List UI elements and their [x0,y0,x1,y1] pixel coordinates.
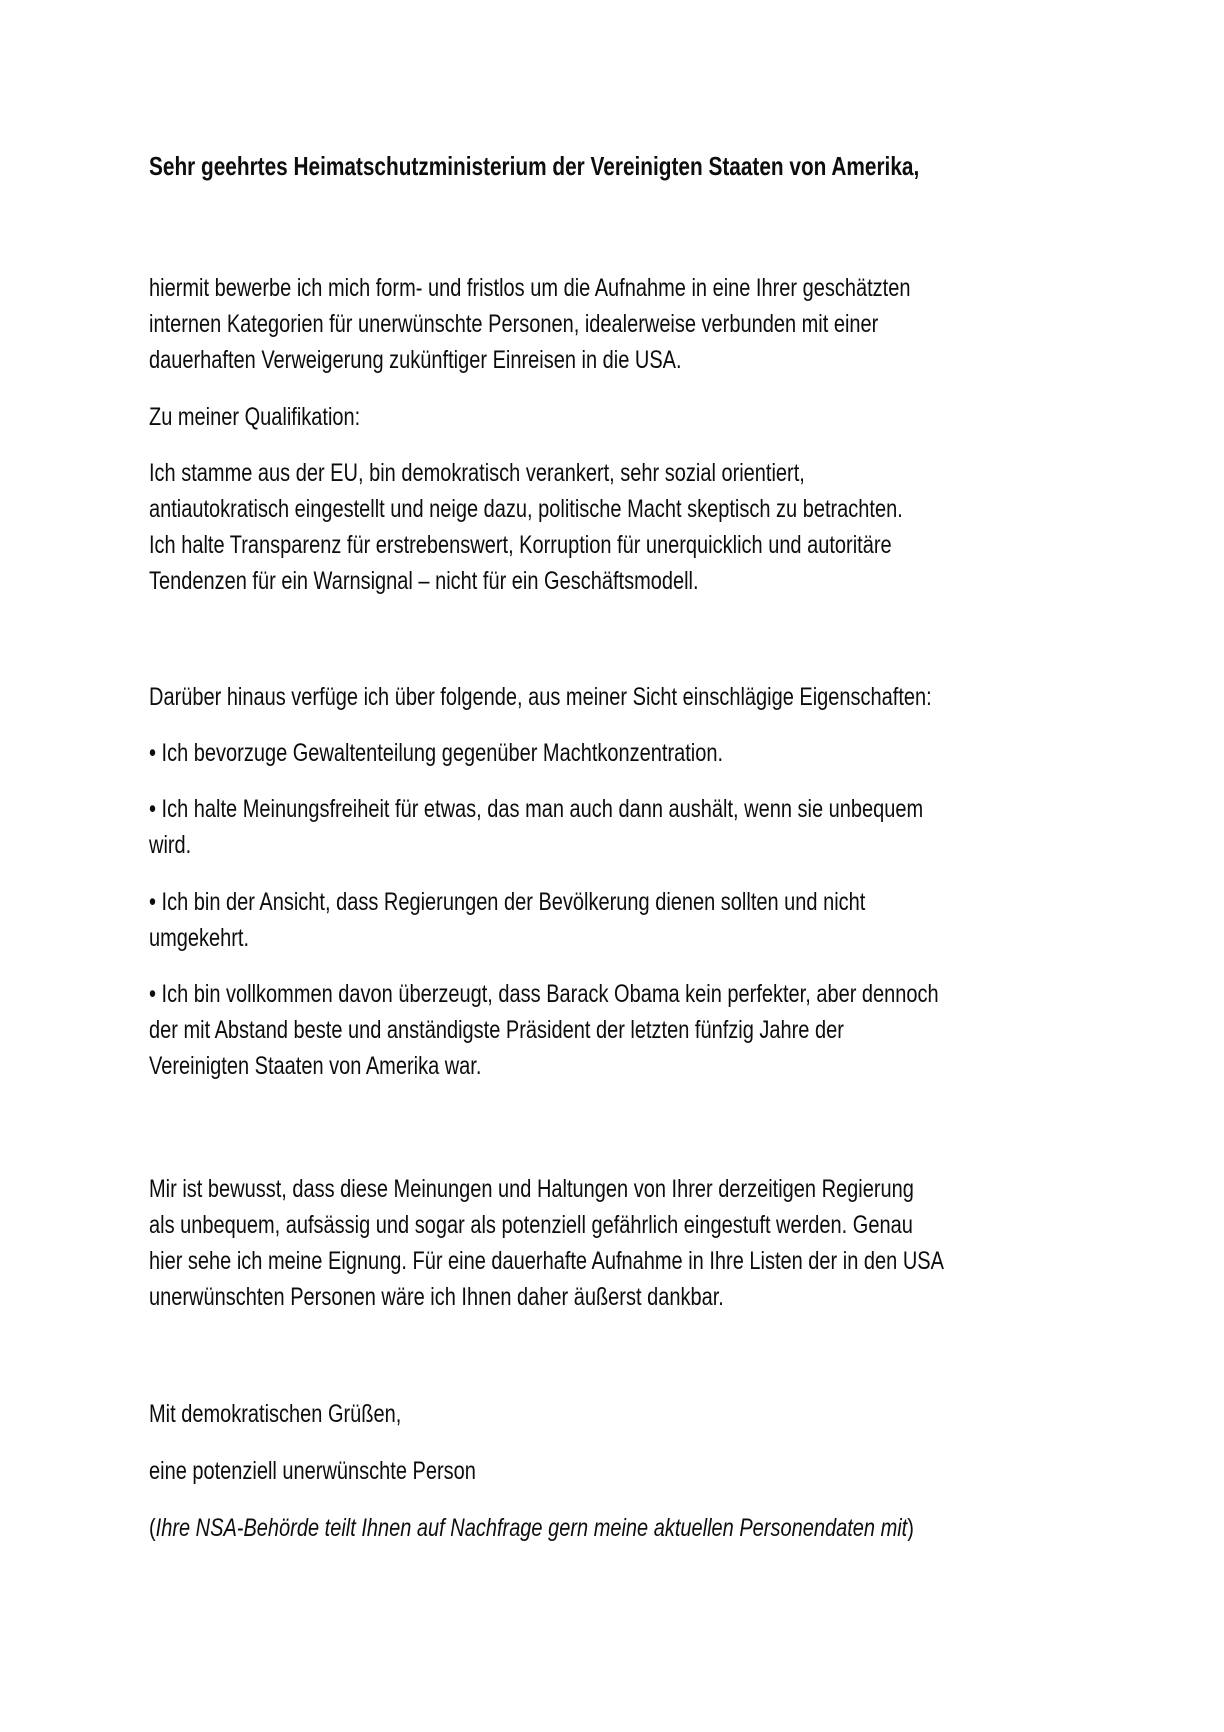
closing-line: hier sehe ich meine Eignung. Für eine dauerhafte Aufnahme in Ihre Listen der in den USA [149,1247,944,1275]
closing-line: Mir ist bewusst, dass diese Meinungen und Haltungen von Ihrer derzeitigen Regierung [149,1175,914,1203]
postscript-close-paren: ) [907,1514,914,1542]
salutation: Sehr geehrtes Heimatschutzministerium der Vereinigten Staaten von Amerika, [149,151,920,181]
bullet-item: • Ich bin vollkommen davon überzeugt, dass Barack Obama kein perfekter, aber dennoch [149,980,939,1008]
postscript-text: Ihre NSA-Behörde teilt Ihnen auf Nachfrage gern meine aktuellen Personendaten mit [155,1514,908,1542]
intro-line: hiermit bewerbe ich mich form- und fristlos um die Aufnahme in eine Ihrer geschätzten [149,274,911,302]
bullet-item-continuation: wird. [149,831,192,859]
bullet-item: • Ich bevorzuge Gewaltenteilung gegenüber Machtkonzentration. [149,739,724,767]
bullet-item-continuation: Vereinigten Staaten von Amerika war. [149,1052,482,1080]
qualification-line: Ich stamme aus der EU, bin demokratisch verankert, sehr sozial orientiert, [149,459,805,487]
greeting: Mit demokratischen Grüßen, [149,1400,402,1428]
qualification-line: antiautokratisch eingestellt und neige dazu, politische Macht skeptisch zu betrachten. [149,495,903,523]
bullet-item-continuation: der mit Abstand beste und anständigste Präsident der letzten fünfzig Jahre der [149,1016,844,1044]
closing-line: als unbequem, aufsässig und sogar als potenziell gefährlich eingestuft werden. Genau [149,1211,913,1239]
bullet-item-continuation: umgekehrt. [149,924,250,952]
postscript-open-paren: ( [149,1514,156,1542]
qualification-line: Tendenzen für ein Warnsignal – nicht für ein Geschäftsmodell. [149,567,699,595]
properties-intro: Darüber hinaus verfüge ich über folgende, aus meiner Sicht einschlägige Eigenschaften: [149,683,932,711]
bullet-item: • Ich bin der Ansicht, dass Regierungen der Bevölkerung dienen sollten und nicht [149,888,866,916]
signature: eine potenziell unerwünschte Person [149,1457,476,1485]
postscript [149,1510,914,1546]
qualification-heading: Zu meiner Qualifikation: [149,403,361,431]
intro-line: dauerhaften Verweigerung zukünftiger Einreisen in die USA. [149,346,682,374]
qualification-line: Ich halte Transparenz für erstrebenswert, Korruption für unerquicklich und autoritäre [149,531,892,559]
closing-line: unerwünschten Personen wäre ich Ihnen daher äußerst dankbar. [149,1283,724,1311]
bullet-item: • Ich halte Meinungsfreiheit für etwas, das man auch dann aushält, wenn sie unbequem [149,795,924,823]
intro-line: internen Kategorien für unerwünschte Personen, idealerweise verbunden mit einer [149,310,879,338]
